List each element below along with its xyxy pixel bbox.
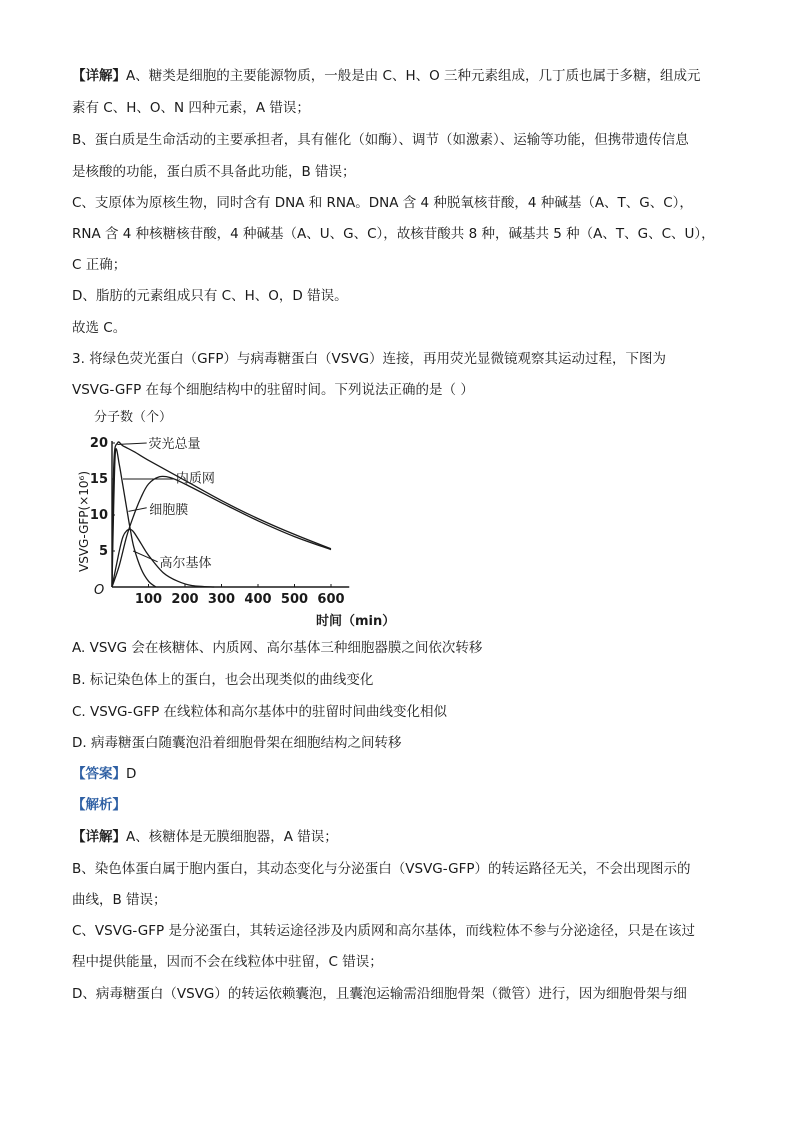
para-5: C、支原体为原核生物，同时含有 DNA 和 RNA。DNA 含 4 种脱氧核苷酸，4 种碱基（A、T、G、C）， xyxy=(72,195,693,211)
option-d: D. 病毒糖蛋白随囊泡沿着细胞骨架在细胞结构之间转移 xyxy=(72,735,402,751)
option-a: A. VSVG 会在核糖体、内质网、高尔基体三种细胞器膜之间依次转移 xyxy=(72,640,483,656)
option-b: B. 标记染色体上的蛋白，也会出现类似的曲线变化 xyxy=(72,672,374,688)
chart-title: 分子数（个） xyxy=(94,410,173,425)
x-axis-label: 时间（min） xyxy=(316,614,396,629)
para-8: D、脂肪的元素组成只有 C、H、O，D 错误。 xyxy=(72,288,348,304)
para-3: B、蛋白质是生命活动的主要承担者，具有催化（如酶）、调节（如激素）、运输等功能，但携带遗传信息 xyxy=(72,132,689,148)
explanation-6: D、病毒糖蛋白（VSVG）的转运依赖囊泡，且囊泡运输需沿细胞骨架（微管）进行，因为细胞骨架与细 xyxy=(72,986,687,1002)
para-1: 【详解】A、糖类是细胞的主要能源物质，一般是由 C、H、O 三种元素组成，几丁质也属于多糖，组成元 xyxy=(72,68,701,84)
explanation-4: C、VSVG-GFP 是分泌蛋白，其转运途径涉及内质网和高尔基体，而线粒体不参与分泌途径，只是在该过 xyxy=(72,923,695,939)
chart-ticks xyxy=(90,436,345,607)
explanation-1: 【详解】A、核糖体是无膜细胞器，A 错误； xyxy=(72,829,338,845)
analysis-label: 【解析】 xyxy=(72,797,126,813)
y-tick-label: 15 xyxy=(89,472,108,487)
explanation-detail-label: 【详解】 xyxy=(72,829,126,845)
x-tick-label: 200 xyxy=(171,592,199,607)
answer-label: 【答案】 xyxy=(72,766,126,782)
label-er: 内质网 xyxy=(175,471,215,487)
x-tick-label: 500 xyxy=(280,592,309,607)
label-total-fluorescence: 荧光总量 xyxy=(148,437,201,452)
leader-line xyxy=(117,443,146,444)
para-6: RNA 含 4 种核糖核苷酸，4 种碱基（A、U、G、C），故核苷酸共 8 种，碱基共 5 种（A、T、G、C、U）， xyxy=(72,226,715,242)
question-line-1: 3. 将绿色荧光蛋白（GFP）与病毒糖蛋白（VSVG）连接，再用荧光显微镜观察其运动过程，下图为 xyxy=(72,351,667,367)
question-line-2: VSVG-GFP 在每个细胞结构中的驻留时间。下列说法正确的是（ ） xyxy=(72,382,474,398)
residence-time-chart xyxy=(70,402,396,630)
detail-label: 【详解】 xyxy=(72,68,126,84)
x-tick-label: 300 xyxy=(207,592,236,607)
x-tick-label: 600 xyxy=(317,592,345,607)
para-9: 故选 C。 xyxy=(72,320,127,336)
para-7: C 正确； xyxy=(72,257,127,273)
y-tick-label: 5 xyxy=(98,544,108,559)
explanation-3: 曲线，B 错误； xyxy=(72,892,167,908)
para-2: 素有 C、H、O、N 四种元素，A 错误； xyxy=(72,100,310,116)
label-golgi: 高尔基体 xyxy=(159,555,212,571)
label-membrane: 细胞膜 xyxy=(149,503,189,519)
answer-line xyxy=(72,764,136,784)
y-tick-label: 10 xyxy=(89,508,108,523)
chart-series-labels xyxy=(117,436,214,571)
option-c: C. VSVG-GFP 在线粒体和高尔基体中的驻留时间曲线变化相似 xyxy=(72,704,448,720)
series-membrane xyxy=(112,476,331,587)
leader-line xyxy=(128,508,146,512)
chart-series xyxy=(112,442,331,587)
x-tick-label: 100 xyxy=(134,592,163,607)
y-tick-label: 20 xyxy=(89,436,108,451)
y-axis-label: VSVG-GFP(×10⁶) xyxy=(77,470,91,572)
para-4: 是核酸的功能，蛋白质不具备此功能，B 错误； xyxy=(72,164,356,180)
chart-axes xyxy=(112,441,349,587)
explanation-5: 程中提供能量，因而不会在线粒体中驻留，C 错误； xyxy=(72,954,383,970)
origin-label: O xyxy=(94,583,105,598)
series-total-fluorescence xyxy=(112,442,331,587)
x-tick-label: 400 xyxy=(244,592,272,607)
explanation-2: B、染色体蛋白属于胞内蛋白，其动态变化与分泌蛋白（VSVG-GFP）的转运路径无关，不会出现图示的 xyxy=(72,861,691,877)
answer-value: D xyxy=(126,766,137,782)
